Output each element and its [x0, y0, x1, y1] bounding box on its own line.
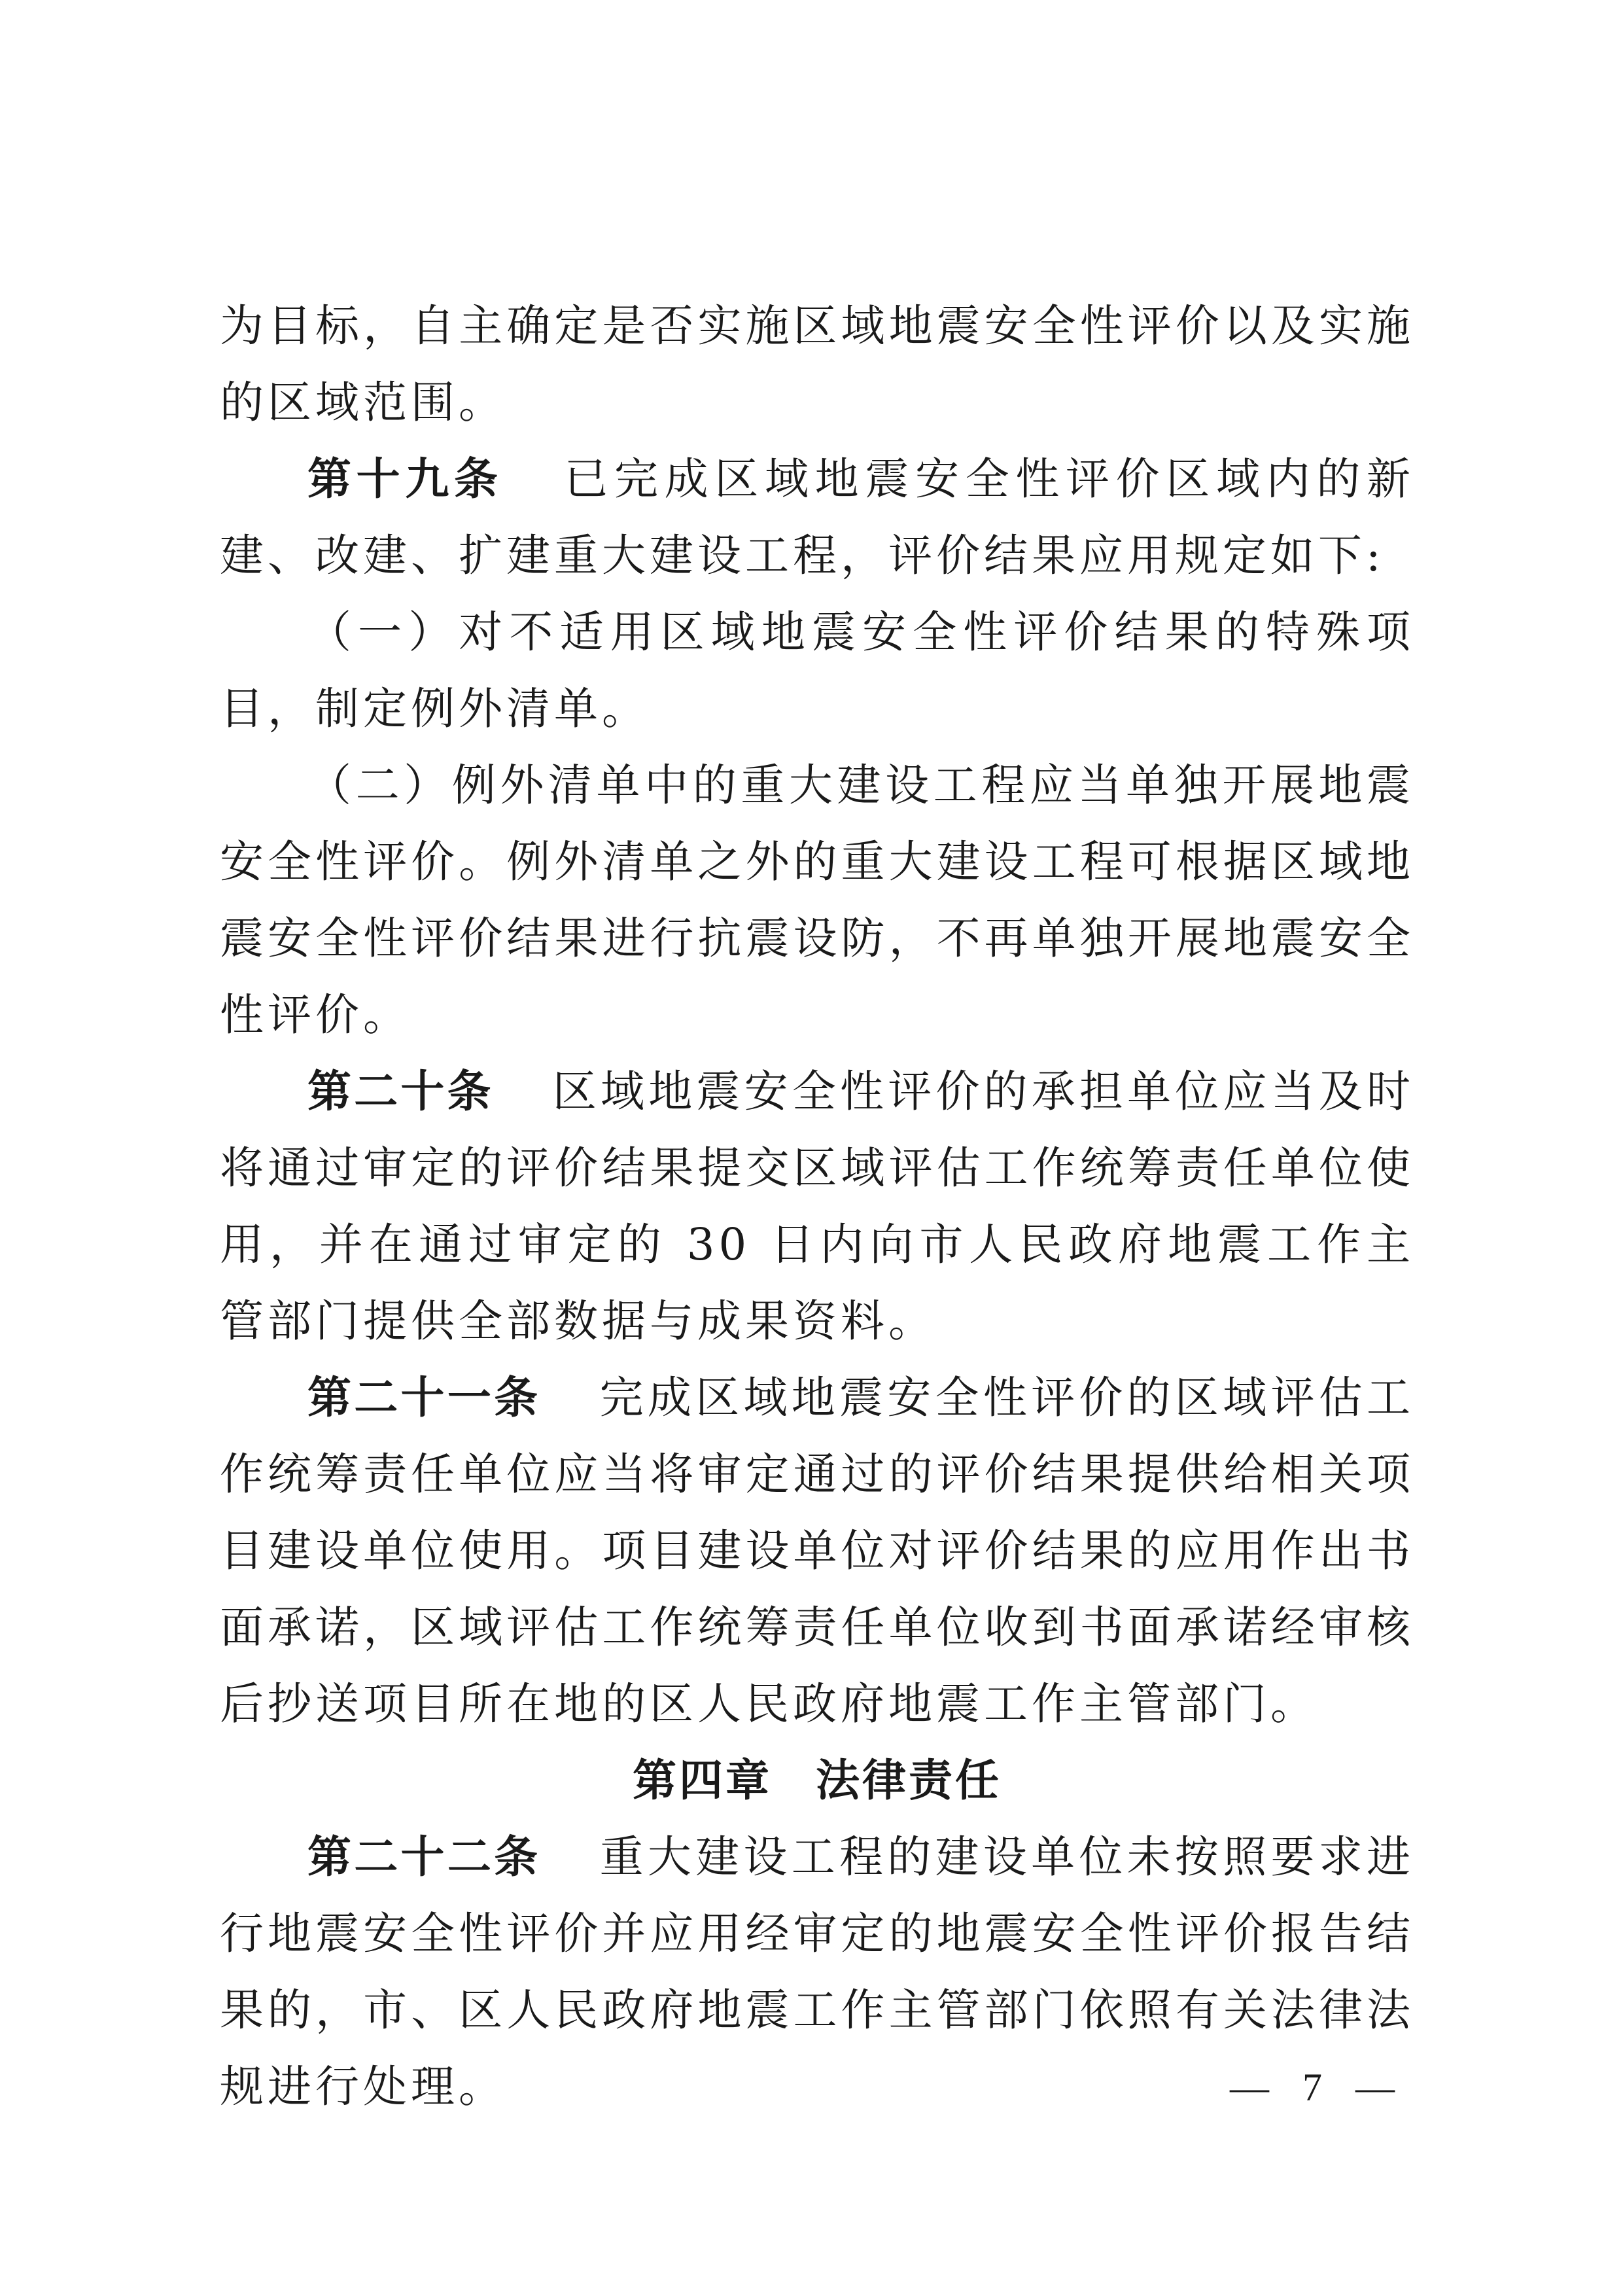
article-19-item-1: （一）对不适用区域地震安全性评价结果的特殊项目，制定例外清单。: [220, 607, 1414, 734]
article-22-label: 第二十二条: [307, 1831, 541, 1882]
chapter-4-heading: [220, 1742, 1414, 1819]
article-21-label: 第二十一条: [307, 1372, 541, 1423]
page-number: — 7 —: [1230, 2066, 1406, 2109]
continuation-paragraph: 为目标，自主确定是否实施区域地震安全性评价以及实施的区域范围。: [220, 300, 1414, 428]
chapter-4-title: 法律责任: [816, 1755, 1002, 1806]
article-20: [220, 1053, 1414, 1360]
article-21-text: 完成区域地震安全性评价的区域评估工作统筹责任单位应当将审定通过的评价结果提供给相关项目建设单位使用。项目建设单位对评价结果的应用作出书面承诺，区域评估工作统筹责任单位收到书面承诺经审核后抄送项目所在地的区人民政府地震工作主管部门。: [220, 1372, 1415, 1729]
article-19-label: 第十九条: [307, 453, 503, 504]
article-19-item-2: （二）例外清单中的重大建设工程应当单独开展地震安全性评价。例外清单之外的重大建设工程可根据区域地震安全性评价结果进行抗震设防，不再单独开展地震安全性评价。: [220, 760, 1414, 1040]
article-22-text: 重大建设工程的建设单位未按照要求进行地震安全性评价并应用经审定的地震安全性评价报告结果的，市、区人民政府地震工作主管部门依照有关法律法规进行处理。: [220, 1831, 1415, 2112]
article-21: [220, 1360, 1414, 1742]
document-body: [220, 288, 1414, 2125]
chapter-4-number: 第四章: [633, 1755, 772, 1806]
article-19-text: 已完成区域地震安全性评价区域内的新建、改建、扩建重大建设工程，评价结果应用规定如下:: [220, 453, 1415, 581]
article-20-text: 区域地震安全性评价的承担单位应当及时将通过审定的评价结果提交区域评估工作统筹责任单位使用，并在通过审定的 30 日内向市人民政府地震工作主管部门提供全部数据与成果资料。: [220, 1066, 1415, 1347]
article-19: [220, 441, 1414, 594]
article-20-label: 第二十条: [307, 1066, 494, 1117]
